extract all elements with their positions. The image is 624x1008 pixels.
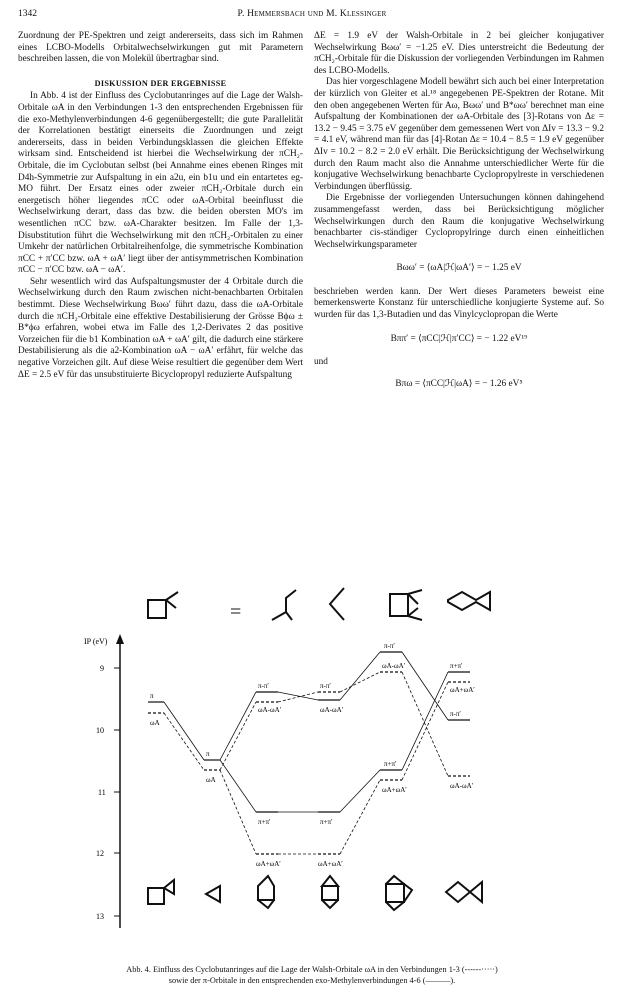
level-label: π+π′ [384, 760, 397, 768]
structure-6-icon [272, 590, 296, 620]
level-label: π+π′ [320, 818, 333, 826]
structure-3-bottom-icon [322, 876, 338, 908]
paragraph: beschrieben werden kann. Der Wert dieses Parameters beweist eine bemerkenswerte Konstanz für unterschiedliche konjugierte Systeme auf. So wurden für das 1,3-Butadien und das Vinylcyclopropan die Werte [314, 286, 604, 321]
level-label: ωA-ωA′ [258, 706, 282, 714]
page-header [18, 9, 606, 23]
page-number: 1342 [18, 9, 37, 19]
structure-4-icon [148, 592, 178, 618]
structure-1-icon [330, 588, 344, 620]
paragraph: Sehr wesentlich wird das Aufspaltungsmuster der 4 Orbitale durch die Wechselwirkung durch den Raum zwischen nicht-benachbarten Orbitalen bestimmt. Diese Wechselwirkung Bωω′ führt dazu, dass die ωA-Orbitale durch die πCH₂-Orbitale eine effektive Destabilisierung der Grösse Bϕω ± B*ϕω erfahren, wobei etwa im Falle des 1,2-Derivates 2 das positive Vorzeichen für die b1 Kombination ωA + ωA′ gilt, die dadurch eine stärkere Destabilisierung als die a2-Kombination ωA − ωA′ erfährt, für welche das negative Vorzeichen gilt. Auf diese Weise resultiert die gegenüber dem Wert ΔE = 2.5 eV für das unsubstituierte Bicyclopropyl reduzierte Aufspaltung [18, 276, 303, 380]
figure-caption [40, 964, 584, 986]
tick-label: 11 [98, 788, 106, 797]
level-label: ωA+ωA′ [318, 860, 343, 868]
equation: Bπω = ⟨πCC|ℋ|ωA⟩ = − 1.26 eV⁵ [395, 378, 523, 389]
level-label: ωA [150, 719, 160, 727]
level-label: ωA-ωA′ [320, 706, 344, 714]
structure-2-icon [390, 590, 422, 620]
level-label: π-π′ [320, 682, 331, 690]
level-label: ωA+ωA′ [256, 860, 281, 868]
level-label: ωA+ωA′ [382, 786, 407, 794]
paragraph: In Abb. 4 ist der Einfluss des Cyclobutanringes auf die Lage der Walsh-Orbitale ωA in den Verbindungen 1-3 den entsprechenden Ergebnissen für die exo-Methylenverbindungen 4-6 gegenübergestellt; die gute Parallelität der Korrelationen bestätigt einerseits die Zuordnungen und zeigt andererseits, dass in beiden Verbindungsklassen die gleichen Effekte wirksam sind. Entscheidend ist hierbei die Wechselwirkung der πCH₂-Orbitale, die im Cyclobutan selbst (bei Annahme eines ebenen Ringes mit D4h-Symmetrie zur Aufspaltung in ein a2u, ein b1u und ein entartetes eg-MO führt. Der Ersatz eines oder zweier πCH₂-Orbitale durch ein energetisch höher liegendes πCC oder ωA-Orbital beeinflusst die Wechselwirkung derart, dass das bzw. die beiden obersten MO's im wesentlichen πCC bzw. ωA-Charakter besitzen. Im Falle der 1,3-Disubstitution führt die Wechselwirkung mit den πCH₂-Orbitalen zu einer Umkehr der natürlichen Orbitalreihenfolge, die symmetrische Kombination πCC + π′CC bzw. ωA + ωA′ liegt über der antisymmetrischen Kombination πCC − π′CC bzw. ωA − ωA′. [18, 91, 303, 276]
structure-2-bottom-icon [258, 876, 274, 908]
level-label: ωA-ωA′ [382, 662, 406, 670]
level-label: ωA [206, 776, 216, 784]
structure-5-icon: = [230, 601, 242, 623]
caption-line: Abb. 4. Einfluss des Cyclobutanringes auf die Lage der Walsh-Orbitale ωA in den Verbindungen 1-3 (------·····) [126, 965, 498, 974]
correlation-diagram [0, 580, 624, 950]
structure-3-icon [448, 592, 490, 610]
level-label: ωA+ωA′ [450, 686, 475, 694]
equation: Bωω′ = ⟨ωA|ℋ|ωA′⟩ = − 1.25 eV [396, 263, 522, 274]
axis-label: IP (eV) [84, 637, 108, 646]
level-labels [150, 642, 475, 868]
level-label: π+π′ [450, 662, 463, 670]
caption-line: sowie der π-Orbitale in den entsprechenden exo-Methylenverbindungen 4-6 (———). [168, 976, 456, 985]
level-label: π [150, 692, 154, 700]
structure-6-bottom-icon [446, 882, 482, 902]
running-title: P. Hemmersbach und M. Klessinger [237, 9, 387, 19]
tick-label: 13 [96, 912, 104, 921]
tick-label: 9 [100, 664, 104, 673]
right-column [314, 31, 604, 402]
paragraph: Zuordnung der PE-Spektren und zeigt andererseits, dass sich im Rahmen eines LCBO-Modells Orbitalwechselwirkungen gut mit Parametern beschreiben lassen, die von Molekül übertragbar sind. [18, 31, 303, 65]
structure-cyclopropyl-icon [206, 886, 220, 902]
tick-label: 10 [96, 726, 104, 735]
paragraph: ΔE = 1.9 eV der Walsh-Orbitale in 2 bei gleicher konjugativer Wechselwirkung Bωω′ = −1.25 eV. Dies unterstreicht die Bedeutung der πCH₂-Orbitale für die Diskussion der vorliegenden Verbindungen im Rahmen des LCBO-Modells. [314, 31, 604, 76]
tick-label: 12 [96, 849, 104, 858]
energy-levels [148, 652, 470, 854]
bottom-structures [148, 876, 482, 910]
top-structures [148, 588, 490, 623]
paragraph: Das hier vorgeschlagene Modell bewährt sich auch bei einer Interpretation der kürzlich von Gleiter et al.¹⁸ angegebenen PE-Spektren der Rotane. Mit den oben angegebenen Werten für Aω, Bωω′ und B*ωω′ berechnet man eine Aufspaltung der Kombinationen der ωA-Orbitale des [3]-Rotans von Δε = 13.2 − 9.45 = 3.75 eV gegenüber dem gemessenen Wert von ΔIv = 13.3 − 9.2 = 4.1 eV, während man für das [4]-Rotan Δε = 10.4 − 8.5 = 1.9 eV gegenüber ΔIv = 10.2 − 8.2 = 2.0 eV erhält. Die Berücksichtigung der Wechselwirkung durch den Raum macht also die Annahme unterschiedlicher Werte für die konjugative Wechselwirkung benachbarte Cyclopropylreste in verschiedenen Verbindungen überflüssig. [314, 77, 604, 192]
y-axis [84, 634, 124, 928]
level-label: π-π′ [384, 642, 395, 650]
level-label: π [206, 750, 210, 758]
section-heading: DISKUSSION DER ERGEBNISSE [94, 78, 227, 88]
level-label: ωA-ωA′ [450, 782, 474, 790]
level-label: π-π′ [450, 710, 461, 718]
paragraph: Die Ergebnisse der vorliegenden Untersuchungen können dahingehend zusammengefasst werden, dass bei Berücksichtigung möglicher Wechselwirkungen durch den Raum die konjugative Wechselwirkung benachbarter cis-ständiger Cyclopropylringe durch einen einheitlichen Wechselwirkungsparameter [314, 193, 604, 250]
conjunction: und [314, 357, 328, 368]
level-label: π-π′ [258, 682, 269, 690]
level-label: π+π′ [258, 818, 271, 826]
equation: Bππ′ = ⟨πCC|ℋ|π′CC⟩ = − 1.22 eV¹⁹ [390, 333, 528, 344]
structure-5-bottom-icon [386, 876, 412, 910]
structure-1-bottom-icon [148, 880, 174, 904]
left-column [18, 31, 303, 381]
